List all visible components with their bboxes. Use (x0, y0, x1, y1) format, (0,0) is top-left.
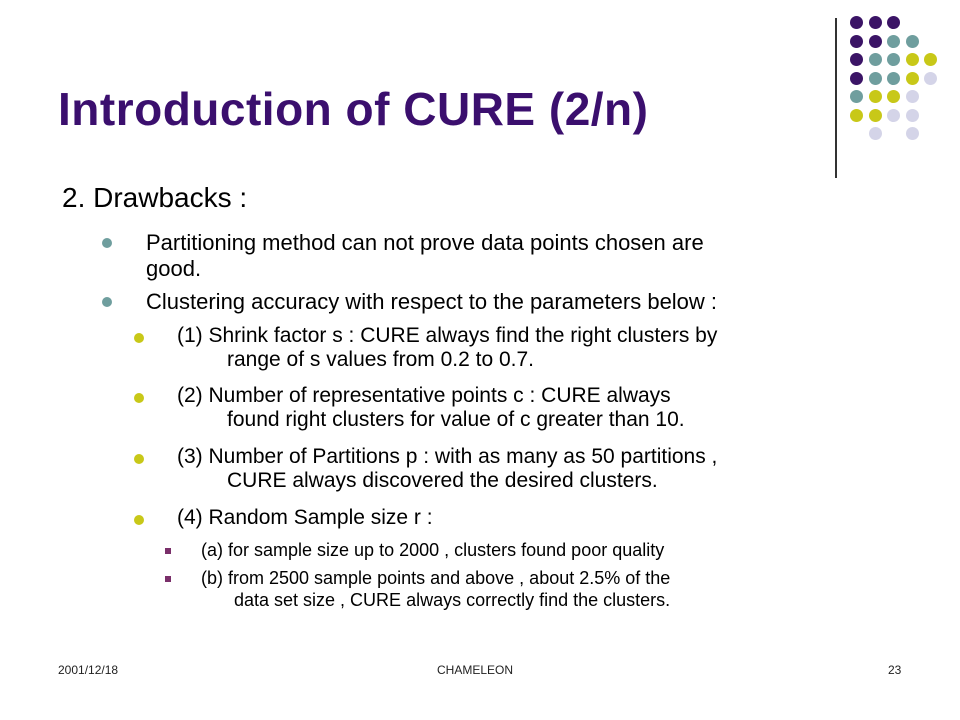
sub-bullet-partitions-line1: (3) Number of Partitions p : with as many as 50 partitions , (177, 445, 718, 468)
bullet-clustering-accuracy: Clustering accuracy with respect to the parameters below : (146, 289, 718, 314)
sub-bullet-shrink-line1: (1) Shrink factor s : CURE always find the right clusters by (177, 324, 718, 347)
bullet-level2-icon (134, 333, 144, 343)
decorative-dot-teal (887, 35, 900, 48)
footer-center-label: CHAMELEON (437, 663, 514, 677)
slide-title: Introduction of CURE (2/n) (58, 83, 649, 135)
decorative-dot-teal (869, 53, 882, 66)
decorative-dot-yellow (869, 90, 882, 103)
sub-bullet-representative-line2: found right clusters for value of c greater than 10. (227, 408, 685, 431)
sub-sub-bullet-sample-large-line1: (b) from 2500 sample points and above , about 2.5% of the (201, 568, 671, 588)
bullet-level3-icon (165, 576, 171, 582)
bullet-level2-icon (134, 393, 144, 403)
decorative-dot-purple (850, 35, 863, 48)
bullet-level2-icon (134, 515, 144, 525)
decorative-dot-yellow (924, 53, 937, 66)
decorative-dot-yellow (887, 90, 900, 103)
decorative-dot-yellow (906, 53, 919, 66)
decorative-dot-lavender (906, 90, 919, 103)
decorative-dot-yellow (906, 72, 919, 85)
sub-bullet-representative-line1: (2) Number of representative points c : CURE always (177, 384, 671, 407)
sub-bullet-sample-size: (4) Random Sample size r : (177, 506, 433, 529)
sub-bullet-shrink-line2: range of s values from 0.2 to 0.7. (227, 348, 535, 371)
bullet-level1-icon (102, 297, 112, 307)
vertical-divider-line (835, 18, 837, 178)
decorative-dot-teal (850, 90, 863, 103)
decorative-dot-purple (850, 72, 863, 85)
decorative-dot-purple (850, 53, 863, 66)
bullet-level1-icon (102, 238, 112, 248)
decorative-dot-teal (869, 72, 882, 85)
sub-bullet-partitions-line2: CURE always discovered the desired clusters. (227, 469, 658, 492)
decorative-dot-yellow (850, 109, 863, 122)
decorative-dot-lavender (869, 127, 882, 140)
decorative-dot-teal (906, 35, 919, 48)
section-heading: 2. Drawbacks : (62, 182, 248, 213)
decorative-dot-teal (887, 72, 900, 85)
decorative-dot-lavender (906, 109, 919, 122)
decorative-dot-purple (869, 35, 882, 48)
bullet-level2-icon (134, 454, 144, 464)
decorative-dot-lavender (906, 127, 919, 140)
decorative-dot-purple (850, 16, 863, 29)
sub-sub-bullet-sample-large-line2: data set size , CURE always correctly find the clusters. (234, 590, 671, 610)
decorative-dot-purple (887, 16, 900, 29)
bullet-level3-icon (165, 548, 171, 554)
decorative-dot-lavender (887, 109, 900, 122)
bullet-partitioning-line2: good. (146, 256, 202, 281)
decorative-dot-teal (887, 53, 900, 66)
decorative-dot-purple (869, 16, 882, 29)
bullet-partitioning-line1: Partitioning method can not prove data points chosen are (146, 230, 704, 255)
decorative-dot-lavender (924, 72, 937, 85)
footer-date: 2001/12/18 (58, 663, 119, 677)
footer-page-number: 23 (888, 663, 902, 677)
decorative-dot-yellow (869, 109, 882, 122)
sub-sub-bullet-sample-small: (a) for sample size up to 2000 , clusters found poor quality (201, 540, 665, 560)
